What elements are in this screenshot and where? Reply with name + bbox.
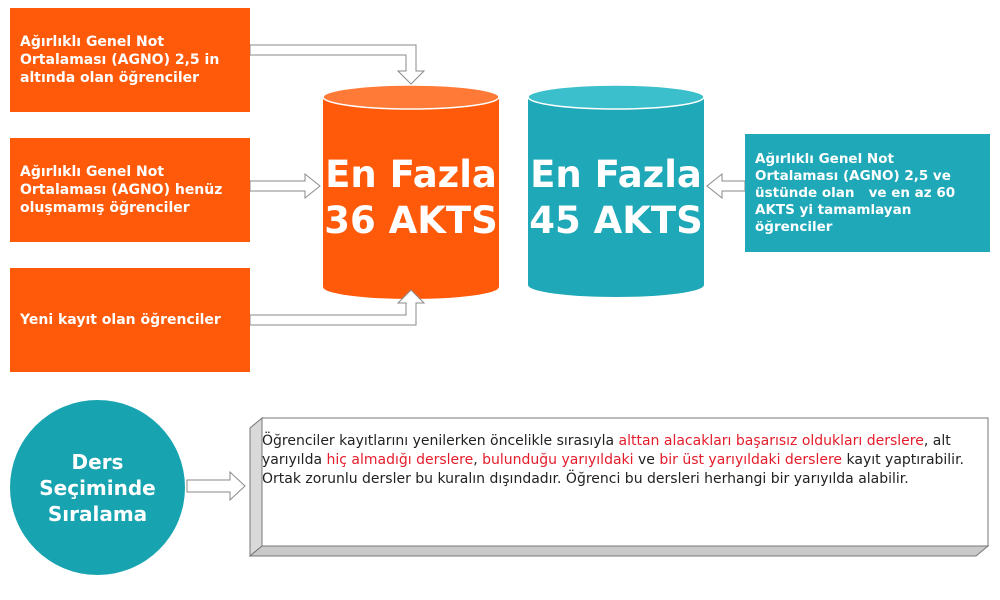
ders-secimi-circle	[10, 400, 185, 575]
orange-cylinder-line1: En Fazla	[325, 153, 497, 196]
orange-cylinder-label	[323, 152, 499, 244]
box-new-students-text: Yeni kayıt olan öğrenciler	[20, 312, 221, 328]
arrow-circle-to-note	[187, 472, 245, 500]
box-agno-above-25-text: Ağırlıklı Genel Not Ortalaması (AGNO) 2,5 ve üstünde olan ve en az 60 AKTS yi tamamlayan öğrenciler	[755, 150, 960, 235]
box-new-students	[10, 268, 250, 372]
box-agno-above-25	[745, 134, 990, 252]
note-part1: Öğrenciler kayıtlarını yenilerken öncelikle sırasıyla	[262, 433, 619, 449]
note-part5: kayıt yaptırabilir. Ortak zorunlu dersler bu kuralın dışındadır. Öğrenci bu dersleri herhangi bir yarıyılda alabilir.	[262, 452, 964, 487]
box-agno-below-25	[10, 8, 250, 112]
arrow-rightbox-to-cylinder	[707, 174, 745, 198]
circle-line3: Sıralama	[47, 501, 148, 526]
circle-line2: Seçiminde	[39, 475, 156, 500]
note-highlight-current-semester: bulunduğu yarıyıldaki	[482, 452, 634, 468]
note-highlight-failed-courses: alttan alacakları başarısız oldukları derslere	[618, 433, 924, 449]
note-text	[262, 432, 982, 489]
teal-cylinder-line2: 45 AKTS	[529, 199, 703, 242]
note-part4: ve	[633, 452, 660, 468]
note-part3: ,	[473, 452, 483, 468]
box-agno-not-formed	[10, 138, 250, 242]
teal-cylinder-label	[528, 152, 704, 244]
circle-line1: Ders	[71, 449, 124, 474]
box-agno-not-formed-text: Ağırlıklı Genel Not Ortalaması (AGNO) henüz oluşmamış öğrenciler	[20, 164, 223, 216]
note-part2: , alt yarıyılda	[262, 433, 951, 468]
note-highlight-next-semester: bir üst yarıyıldaki derslere	[659, 452, 843, 468]
note-highlight-never-taken: hiç almadığı derslere	[326, 452, 474, 468]
box-agno-below-25-text: Ağırlıklı Genel Not Ortalaması (AGNO) 2,5 in altında olan öğrenciler	[20, 34, 220, 86]
teal-cylinder-line1: En Fazla	[530, 153, 702, 196]
arrow-box2-to-cylinder	[250, 174, 320, 198]
orange-cylinder-line2: 36 AKTS	[324, 199, 498, 242]
arrow-box1-to-cylinder	[250, 45, 424, 84]
